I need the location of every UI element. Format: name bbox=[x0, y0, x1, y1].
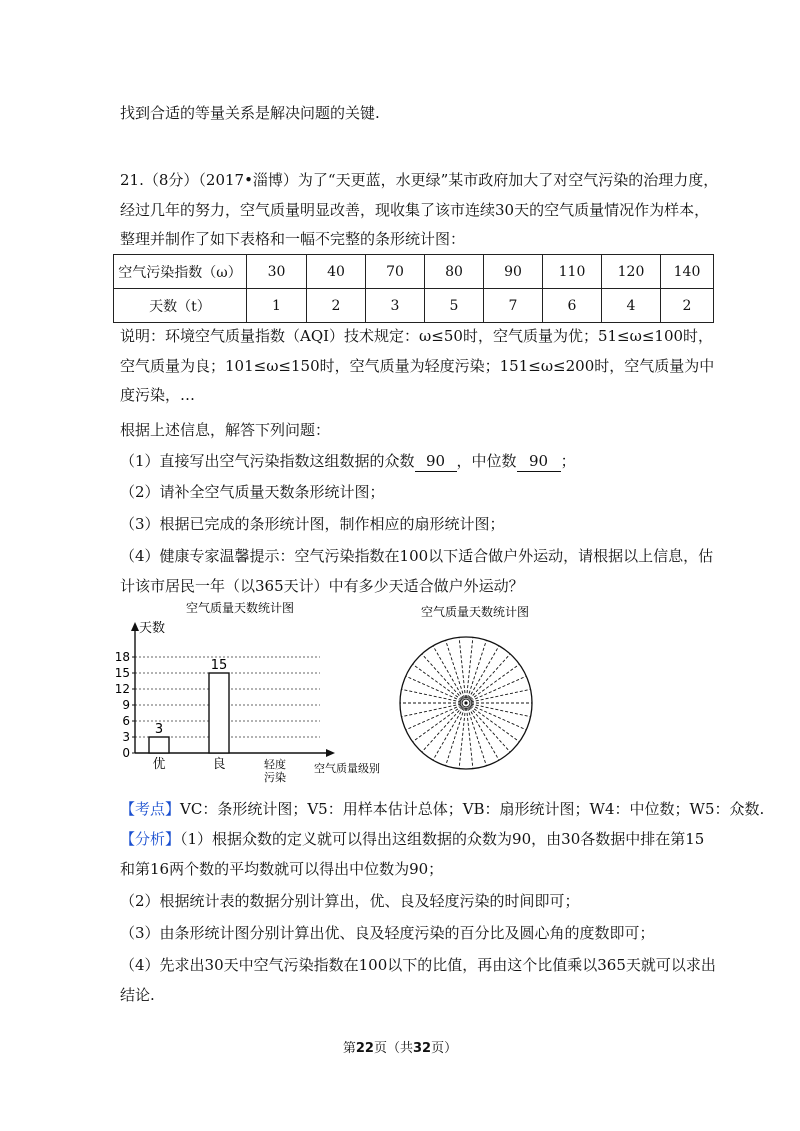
bar bbox=[149, 737, 169, 753]
fenxi-line4: （3）由条形统计图分别计算出优、良及轻度污染的百分比及圆心角的度数即可； bbox=[120, 924, 655, 942]
question-21-line2: 经过几年的努力，空气质量明显改善，现收集了该市连续30天的空气质量情况作为样本， bbox=[120, 201, 710, 219]
table-cell: 70 bbox=[366, 255, 425, 289]
answer-blank-median: 90 bbox=[517, 451, 561, 472]
table-row-omega bbox=[114, 255, 714, 289]
y-tick-label: 6 bbox=[122, 714, 130, 728]
table-cell: 6 bbox=[543, 289, 602, 323]
pie-spoke bbox=[471, 704, 531, 717]
fenxi-line6: 结论. bbox=[120, 986, 155, 1004]
y-tick-label: 3 bbox=[122, 730, 130, 744]
fenxi-line3: （2）根据统计表的数据分别计算出，优、良及轻度污染的时间即可； bbox=[120, 892, 580, 910]
table-header-omega: 空气污染指数（ω） bbox=[114, 255, 247, 289]
bar-data-label: 3 bbox=[154, 722, 164, 737]
y-tick-group bbox=[115, 650, 135, 760]
pie-spoke bbox=[468, 640, 487, 698]
table-cell: 2 bbox=[307, 289, 366, 323]
pie-spoke bbox=[446, 708, 465, 766]
x-axis-label: 空气质量级别 bbox=[314, 762, 380, 775]
pie-spoke bbox=[446, 640, 465, 698]
x-tick-label: 优 bbox=[152, 757, 166, 772]
data-table bbox=[113, 254, 714, 323]
note-line1: 说明：环境空气质量指数（AQI）技术规定：ω≤50时，空气质量为优；51≤ω≤100时， bbox=[120, 327, 714, 345]
y-tick-label: 0 bbox=[122, 746, 130, 760]
y-tick-label: 12 bbox=[114, 682, 130, 696]
pie-spoke bbox=[401, 689, 461, 702]
pie-chart bbox=[395, 598, 545, 788]
prompt-text: 根据上述信息，解答下列问题： bbox=[120, 421, 331, 439]
pie-center-dot bbox=[464, 701, 467, 704]
table-cell: 5 bbox=[425, 289, 484, 323]
y-tick-label: 9 bbox=[122, 698, 130, 712]
intro-text: 找到合适的等量关系是解决问题的关键. bbox=[120, 104, 380, 122]
pie-spoke bbox=[467, 708, 473, 769]
x-axis-arrow bbox=[326, 749, 335, 757]
question-21-line3: 整理并制作了如下表格和一幅不完整的条形统计图： bbox=[120, 230, 466, 248]
table-cell: 2 bbox=[661, 289, 714, 323]
pie-spoke bbox=[467, 637, 473, 698]
answer-blank-mode: 90 bbox=[415, 451, 457, 472]
kaodian-line: 【考点】VC：条形统计图；V5：用样本估计总体；VB：扇形统计图；W4：中位数；W5：众数. bbox=[120, 800, 765, 818]
table-header-days: 天数（t） bbox=[114, 289, 247, 323]
table-cell: 7 bbox=[484, 289, 543, 323]
x-tick-label: 轻度 bbox=[264, 758, 286, 771]
fenxi-line1: 【分析】（1）根据众数的定义就可以得出这组数据的众数为90，由30各数据中排在第15 bbox=[120, 830, 705, 848]
table-cell: 3 bbox=[366, 289, 425, 323]
x-tick-label: 污染 bbox=[264, 771, 286, 783]
part-4-line2: 计该市居民一年（以365天计）中有多少天适合做户外运动？ bbox=[120, 577, 524, 595]
table-cell: 120 bbox=[602, 255, 661, 289]
y-axis-label: 天数 bbox=[139, 621, 166, 636]
pie-spoke bbox=[471, 689, 531, 702]
y-tick-label: 15 bbox=[114, 666, 130, 680]
table-cell: 90 bbox=[484, 255, 543, 289]
fenxi-tag: 【分析】 bbox=[120, 830, 181, 848]
pie-spoke bbox=[468, 708, 487, 766]
bar-group bbox=[149, 658, 229, 753]
fenxi-line5: （4）先求出30天中空气污染指数在100以下的比值，再由这个比值乘以365天就可以求出 bbox=[120, 956, 716, 974]
y-tick-label: 18 bbox=[114, 650, 130, 664]
bar-chart bbox=[105, 598, 395, 783]
bar bbox=[209, 673, 229, 753]
page-footer: 第22页（共32页） bbox=[342, 1041, 458, 1056]
part-1: （1）直接写出空气污染指数这组数据的众数 90 ，中位数 90 ； bbox=[120, 452, 576, 470]
table-cell: 30 bbox=[247, 255, 307, 289]
part-4-line1: （4）健康专家温馨提示：空气污染指数在100以下适合做户外运动，请根据以上信息，估 bbox=[120, 547, 714, 565]
pie-spoke bbox=[401, 704, 461, 717]
note-line3: 度污染，… bbox=[120, 386, 196, 404]
table-cell: 40 bbox=[307, 255, 366, 289]
page-number: 22 bbox=[355, 1041, 374, 1056]
part-3: （3）根据已完成的条形统计图，制作相应的扇形统计图； bbox=[120, 515, 505, 533]
question-21-line1: 21.（8分）（2017•淄博）为了“天更蓝，水更绿”某市政府加大了对空气污染的治理力度， bbox=[120, 171, 719, 189]
table-cell: 80 bbox=[425, 255, 484, 289]
page-total: 32 bbox=[413, 1041, 432, 1056]
table-cell: 4 bbox=[602, 289, 661, 323]
table-cell: 110 bbox=[543, 255, 602, 289]
x-tick-label: 良 bbox=[212, 757, 226, 772]
table-row-days bbox=[114, 289, 714, 323]
note-line2: 空气质量为良；101≤ω≤150时，空气质量为轻度污染；151≤ω≤200时，空气质量为中 bbox=[120, 357, 715, 375]
part-2: （2）请补全空气质量天数条形统计图； bbox=[120, 483, 385, 501]
pie-spoke bbox=[459, 637, 465, 698]
bar-data-label: 15 bbox=[210, 658, 228, 673]
bar-chart-title: 空气质量天数统计图 bbox=[185, 601, 295, 615]
table-cell: 140 bbox=[661, 255, 714, 289]
pie-spoke bbox=[459, 708, 465, 769]
fenxi-line2: 和第16两个数的平均数就可以得出中位数为90； bbox=[120, 860, 444, 878]
y-axis-arrow bbox=[131, 622, 139, 631]
pie-chart-title: 空气质量天数统计图 bbox=[420, 605, 530, 619]
kaodian-tag: 【考点】 bbox=[120, 800, 181, 818]
table-cell: 1 bbox=[247, 289, 307, 323]
